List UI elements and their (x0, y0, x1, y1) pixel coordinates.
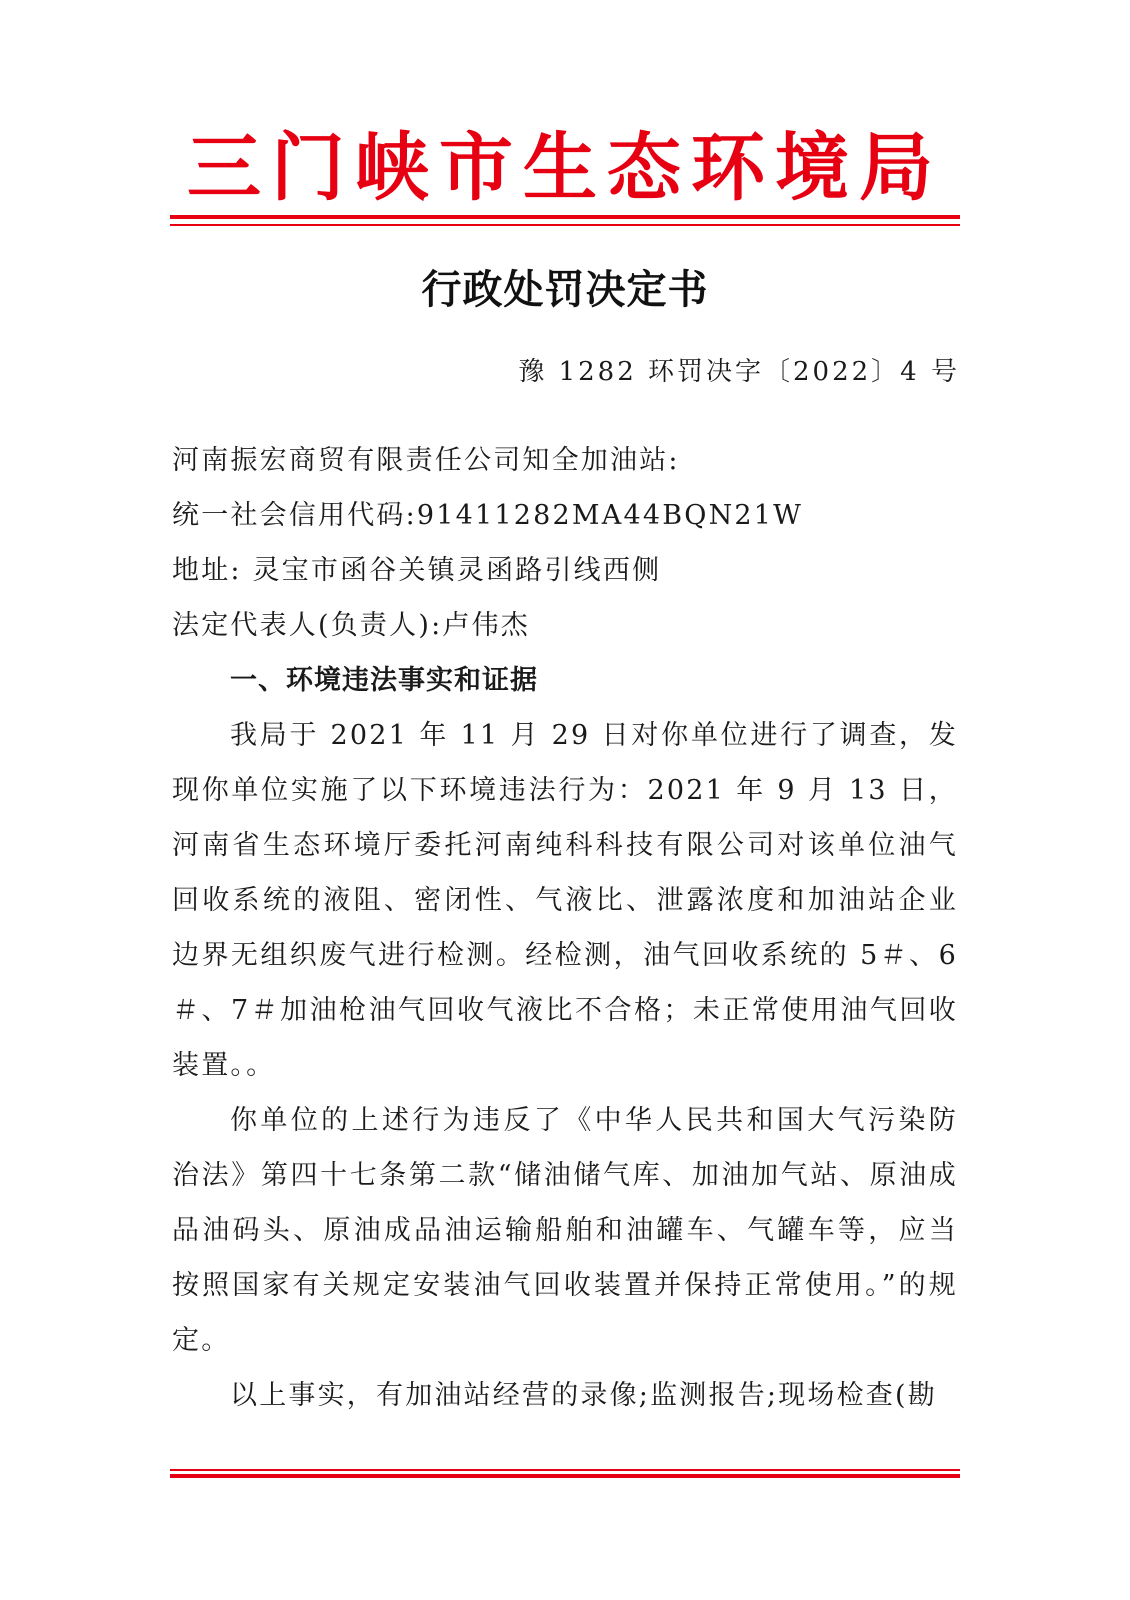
legal-basis-paragraph: 你单位的上述行为违反了《中华人民共和国大气污染防治法》第四十七条第二款“储油储气库、加油加气站、原油成品油码头、原油成品油运输船舶和油罐车、气罐车等，应当按照国家有关规定安装油气回收装置并保持正常使用。”的规定。 (172, 1105, 958, 1356)
section-heading-violation-facts: 一、环境违法事实和证据 (230, 665, 538, 696)
violation-facts-paragraph: 我局于 2021 年 11 月 29 日对你单位进行了调查，发现你单位实施了以下环境违法行为：2021 年 9 月 13 日，河南省生态环境厅委托河南纯科科技有限公司对该单位油气回收系统的液阻、密闭性、气液比、泄露浓度和加油站企业边界无组织废气进行检测。经检测，油气回收系统的 5＃、6＃、7＃加油枪油气回收气液比不合格；未正常使用油气回收装置。。 (172, 720, 958, 1081)
footer-divider-thick (170, 1474, 960, 1478)
recipient-representative: 法定代表人(负责人):卢伟杰 (172, 610, 530, 641)
recipient-address: 地址: 灵宝市函谷关镇灵函路引线西侧 (172, 555, 662, 586)
header-divider-thick (170, 215, 960, 219)
document-body (172, 433, 958, 1423)
footer-divider-thin (170, 1469, 960, 1471)
header-divider-thin (170, 224, 960, 226)
document-number: 豫 1282 环罚决字〔2022〕4 号 (518, 357, 960, 387)
agency-header-title: 三门峡市生态环境局 (187, 125, 943, 211)
document-title: 行政处罚决定书 (421, 267, 709, 313)
recipient-name: 河南振宏商贸有限责任公司知全加油站: (172, 445, 680, 476)
evidence-paragraph: 以上事实，有加油站经营的录像;监测报告;现场检查(勘 (230, 1380, 937, 1411)
recipient-credit-code: 统一社会信用代码:91411282MA44BQN21W (172, 500, 804, 531)
